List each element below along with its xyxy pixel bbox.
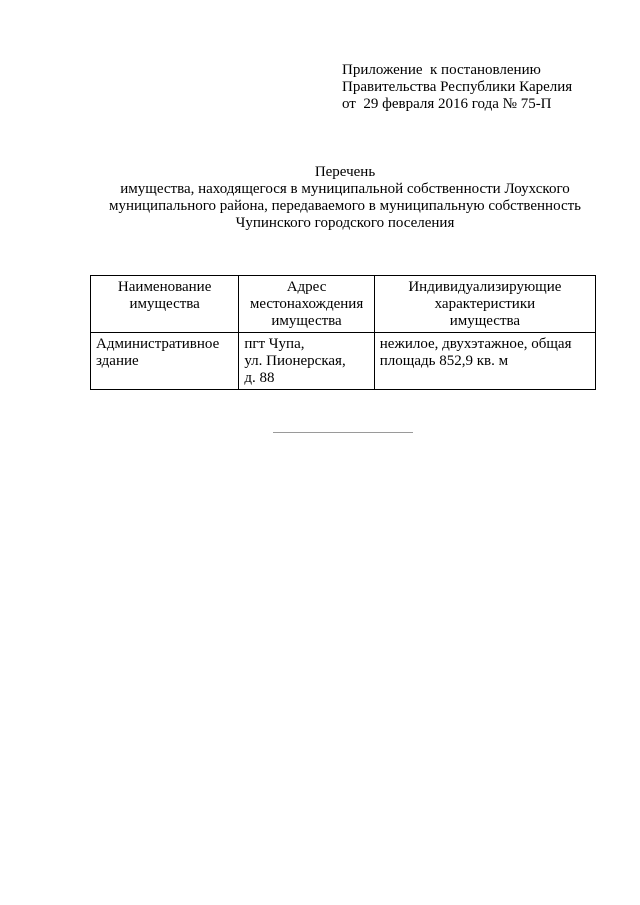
title-heading: Перечень (314, 164, 376, 180)
property-table (90, 275, 596, 390)
end-divider (273, 432, 413, 433)
table-header-row (91, 276, 596, 333)
cell-property-address: пгт Чупа, ул. Пионерская, д. 88 (239, 333, 374, 390)
appendix-line: Приложение к постановлению (342, 62, 541, 78)
document-title (60, 164, 630, 232)
table-row (91, 333, 596, 390)
title-line: муниципального района, передаваемого в муниципальную собственность (108, 198, 582, 214)
header-characteristics: Индивидуализирующие характеристики имущества (374, 276, 595, 333)
title-line: имущества, находящегося в муниципальной собственности Лоухского (120, 181, 570, 197)
appendix-line: Правительства Республики Карелия (342, 79, 573, 95)
header-name: Наименование имущества (91, 276, 239, 333)
appendix-line: от 29 февраля 2016 года № 75-П (342, 96, 552, 112)
appendix-note (342, 62, 572, 113)
cell-property-name: Административное здание (91, 333, 239, 390)
header-address: Адрес местонахождения имущества (239, 276, 374, 333)
cell-property-characteristics: нежилое, двухэтажное, общая площадь 852,9 кв. м (374, 333, 595, 390)
title-line: Чупинского городского поселения (235, 215, 455, 231)
